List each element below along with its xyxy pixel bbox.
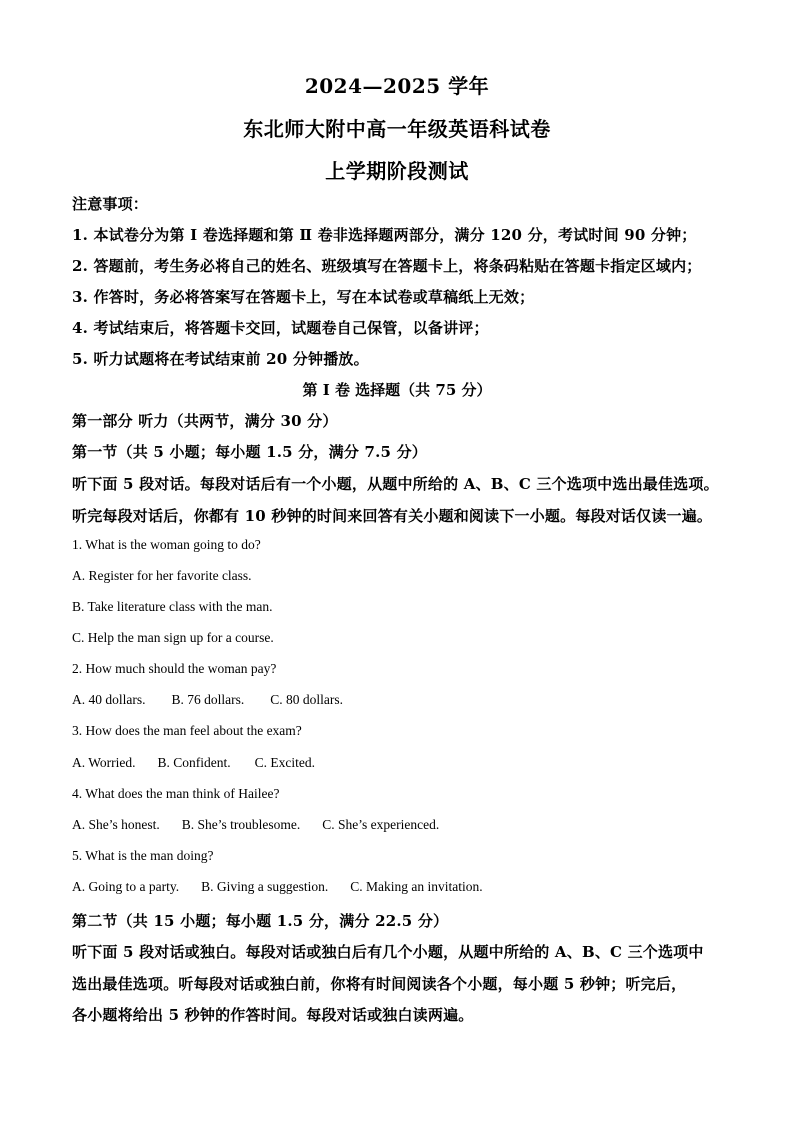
section-2-instruction-1: 听下面 5 段对话或独白。每段对话或独白后有几个小题，从题中所给的 A、B、C 三个选项中: [72, 943, 704, 961]
question-2-option-a: A. 40 dollars.: [72, 692, 146, 707]
question-1-stem: 1. What is the woman going to do?: [72, 537, 261, 552]
question-5-option-a: A. Going to a party.: [72, 879, 180, 894]
header-term: 上学期阶段测试: [325, 159, 469, 183]
question-3-option-c: C. Excited.: [254, 755, 316, 770]
question-4-option-c: C. She’s experienced.: [322, 817, 440, 832]
question-2-option-c: C. 80 dollars.: [270, 692, 343, 707]
question-3-option-a: A. Worried.: [72, 755, 136, 770]
question-2-options: [72, 692, 343, 708]
notice-item-3: 3. 作答时，务必将答案写在答题卡上，写在本试卷或草稿纸上无效；: [72, 288, 535, 306]
question-3-option-b: B. Confident.: [157, 755, 231, 770]
question-1-option-b: B. Take literature class with the man.: [72, 599, 273, 614]
question-1-option-a: A. Register for her favorite class.: [72, 568, 252, 583]
question-5-option-b: B. Giving a suggestion.: [201, 879, 329, 894]
section-1-instruction-2: 听完每段对话后，你都有 10 秒钟的时间来回答有关小题和阅读下一小题。每段对话仅读一遍。: [72, 507, 713, 525]
part-1-heading: 第一部分 听力（共两节，满分 30 分）: [72, 412, 338, 430]
question-4-option-b: B. She’s troublesome.: [181, 817, 301, 832]
notice-item-5: 5. 听力试题将在考试结束前 20 分钟播放。: [72, 350, 369, 368]
notice-item-2: 2. 答题前，考生务必将自己的姓名、班级填写在答题卡上，将条码粘贴在答题卡指定区域内；: [72, 257, 702, 275]
notice-item-4: 4. 考试结束后，将答题卡交回，试题卷自己保管，以备讲评；: [72, 319, 489, 337]
question-4-stem: 4. What does the man think of Hailee?: [72, 786, 280, 801]
question-4-option-a: A. She’s honest.: [72, 817, 160, 832]
question-2-stem: 2. How much should the woman pay?: [72, 661, 277, 676]
question-2-option-b: B. 76 dollars.: [171, 692, 245, 707]
section-2-heading: 第二节（共 15 小题；每小题 1.5 分，满分 22.5 分）: [72, 912, 449, 930]
section-2-instruction-2: 选出最佳选项。听每段对话或独白前，你将有时间阅读各个小题，每小题 5 秒钟；听完后，: [72, 975, 687, 993]
question-3-options: [72, 755, 315, 771]
notice-heading: 注意事项：: [72, 195, 149, 213]
question-5-options: [72, 879, 483, 895]
header-school-title: 东北师大附中高一年级英语科试卷: [243, 117, 551, 141]
question-5-option-c: C. Making an invitation.: [350, 879, 483, 894]
question-3-stem: 3. How does the man feel about the exam?: [72, 723, 302, 738]
question-4-options: [72, 817, 439, 833]
question-1-option-c: C. Help the man sign up for a course.: [72, 630, 274, 645]
header-year: 2024—2025 学年: [304, 74, 490, 98]
section-1-heading: 第一节（共 5 小题；每小题 1.5 分，满分 7.5 分）: [72, 443, 427, 461]
notice-item-1: 1. 本试卷分为第 Ⅰ 卷选择题和第 Ⅱ 卷非选择题两部分，满分 120 分，考试时间 90 分钟；: [72, 226, 697, 244]
volume-1-heading: 第 Ⅰ 卷 选择题（共 75 分）: [302, 381, 492, 399]
question-5-stem: 5. What is the man doing?: [72, 848, 214, 863]
section-1-instruction-1: 听下面 5 段对话。每段对话后有一个小题，从题中所给的 A、B、C 三个选项中选出最佳选项。: [72, 475, 719, 493]
section-2-instruction-3: 各小题将给出 5 秒钟的作答时间。每段对话或独白读两遍。: [72, 1006, 474, 1024]
